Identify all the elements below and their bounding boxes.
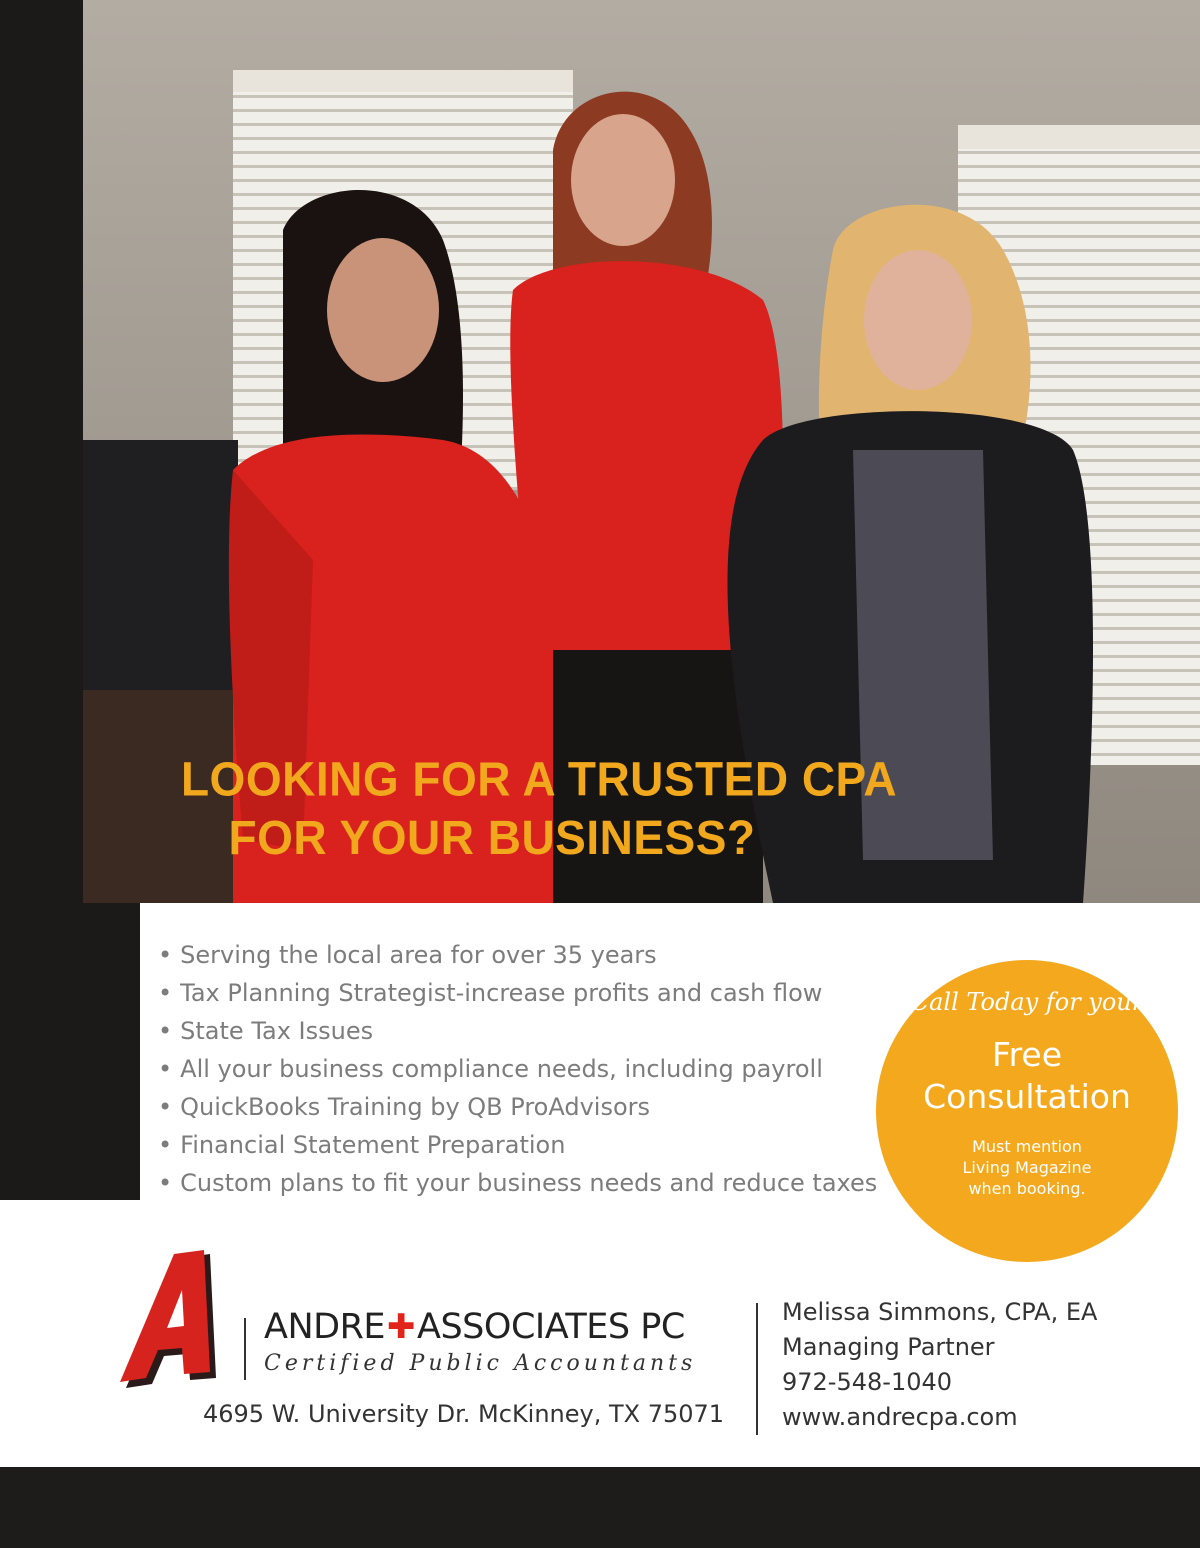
firm-name-part-2: ASSOCIATES PC [417, 1307, 685, 1347]
firm-logo-a [112, 1250, 227, 1390]
list-item: • Tax Planning Strategist-increase profits and cash flow [158, 974, 877, 1012]
divider-contact [756, 1303, 758, 1435]
contact-block [782, 1295, 1097, 1435]
contact-name: Melissa Simmons, CPA, EA [782, 1298, 1098, 1326]
firm-name-part-1: ANDRE [264, 1307, 386, 1347]
badge-free-text [876, 1034, 1178, 1118]
firm-subtitle: Certified Public Accountants [264, 1351, 697, 1376]
badge-call-text: Call Today for your [910, 988, 1144, 1016]
badge-note-line-1: Must mention [972, 1137, 1082, 1156]
free-consultation-badge [876, 960, 1178, 1262]
badge-free-line-1: Free [991, 1035, 1063, 1074]
headline-line-1: LOOKING FOR A TRUSTED CPA [180, 751, 898, 806]
divider-logo [244, 1318, 246, 1380]
bottom-dark-bar [0, 1467, 1200, 1548]
list-item: • Serving the local area for over 35 years [158, 936, 877, 974]
list-item: • QuickBooks Training by QB ProAdvisors [158, 1088, 877, 1126]
headline-line-2: FOR YOUR BUSINESS? [228, 810, 756, 865]
firm-address: 4695 W. University Dr. McKinney, TX 75071 [203, 1400, 725, 1428]
red-cross-icon: ✚ [387, 1307, 416, 1347]
firm-name [264, 1307, 685, 1347]
badge-note-line-3: when booking. [968, 1179, 1086, 1198]
list-item: • Financial Statement Preparation [158, 1126, 877, 1164]
badge-note [876, 1136, 1178, 1199]
list-item: • All your business compliance needs, including payroll [158, 1050, 877, 1088]
services-list [158, 936, 877, 1202]
contact-title: Managing Partner [782, 1333, 995, 1361]
list-item: • Custom plans to fit your business needs and reduce taxes [158, 1164, 877, 1202]
badge-note-line-2: Living Magazine [962, 1158, 1092, 1177]
headline [83, 749, 1143, 867]
badge-free-line-2: Consultation [923, 1077, 1131, 1116]
white-corner [836, 903, 1200, 943]
list-item: • State Tax Issues [158, 1012, 877, 1050]
contact-website[interactable]: www.andrecpa.com [782, 1403, 1018, 1431]
contact-phone[interactable]: 972-548-1040 [782, 1368, 953, 1396]
